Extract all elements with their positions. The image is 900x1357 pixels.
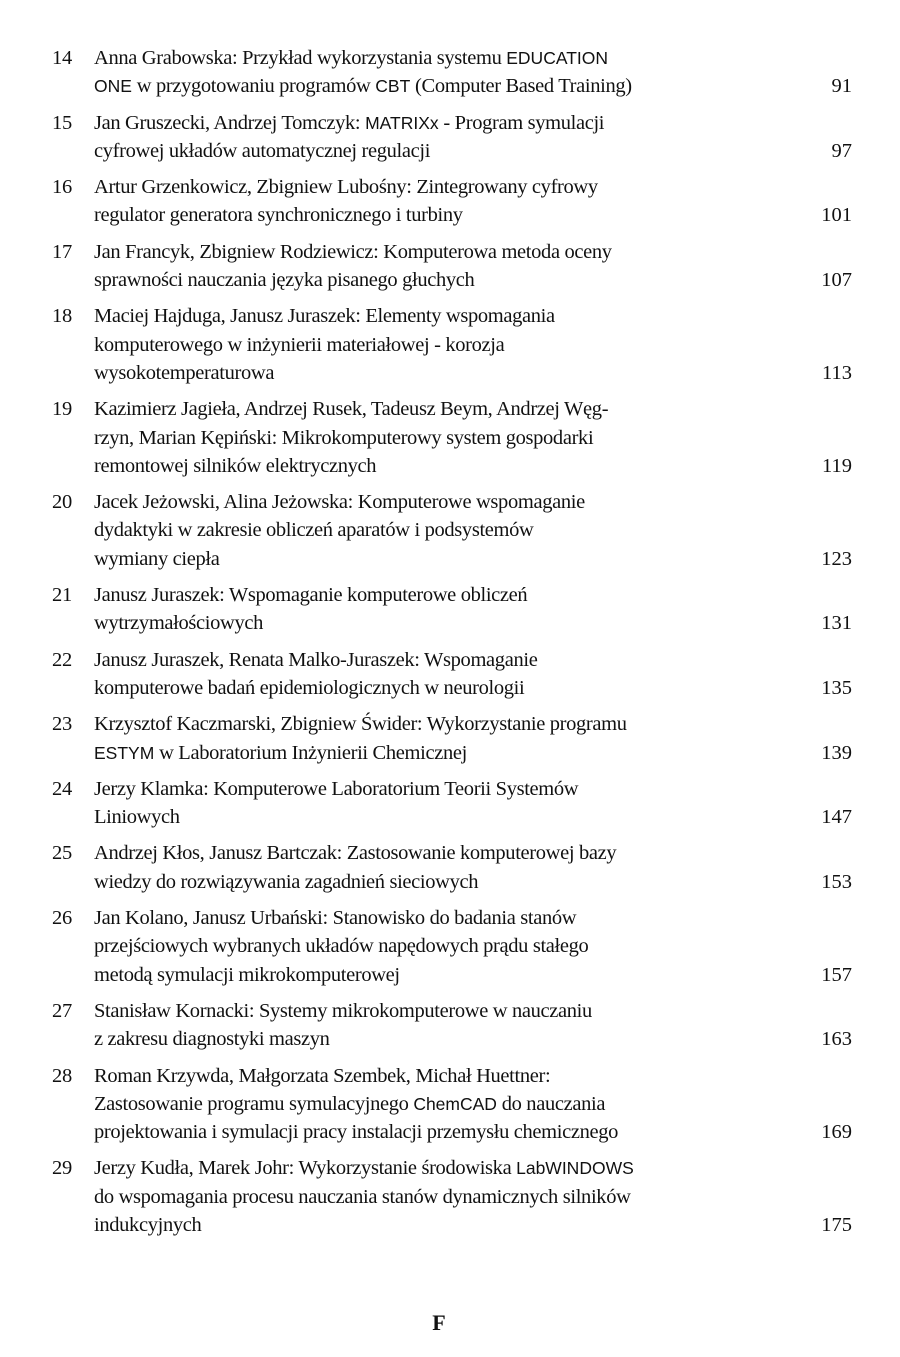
page-number: 97 <box>831 139 852 162</box>
entry-line <box>94 331 772 359</box>
text-segment: przejściowych wybranych układów napędowych prądu stałego <box>94 935 589 958</box>
entry-line <box>94 609 772 637</box>
page-number: 139 <box>821 741 852 764</box>
text-segment: rzyn, Marian Kępiński: Mikrokomputerowy system gospodarki <box>94 426 594 449</box>
page-number: 107 <box>821 269 852 292</box>
entry-line <box>94 44 772 72</box>
text-segment: Andrzej Kłos, Janusz Bartczak: Zastosowanie komputerowej bazy <box>94 842 617 865</box>
text-segment: Maciej Hajduga, Janusz Juraszek: Elementy wspomagania <box>94 305 555 328</box>
entry-title <box>94 775 852 832</box>
toc-entry <box>52 1062 852 1147</box>
toc-entry <box>52 775 852 832</box>
entry-line <box>94 266 772 294</box>
page-number: 135 <box>821 676 852 699</box>
toc-entry <box>52 488 852 573</box>
toc-entry <box>52 710 852 767</box>
entry-line <box>94 109 772 137</box>
entry-line <box>94 395 772 423</box>
text-segment: (Computer Based Training) <box>410 75 632 98</box>
text-segment: Jerzy Klamka: Komputerowe Laboratorium Teorii Systemów <box>94 777 579 800</box>
toc-entry <box>52 646 852 703</box>
text-segment: Jacek Jeżowski, Alina Jeżowska: Komputerowe wspomaganie <box>94 491 585 514</box>
entry-line <box>94 1062 772 1090</box>
toc-entry <box>52 44 852 101</box>
text-segment: Janusz Juraszek, Renata Malko-Juraszek: Wspomaganie <box>94 648 538 671</box>
entry-number: 29 <box>52 1157 72 1180</box>
text-segment: dydaktyki w zakresie obliczeń aparatów i podsystemów <box>94 519 534 542</box>
entry-title <box>94 488 852 573</box>
text-segment: remontowej silników elektrycznych <box>94 454 377 477</box>
entry-title <box>94 109 852 166</box>
entry-number: 23 <box>52 713 72 736</box>
entry-line <box>94 545 772 573</box>
toc-entry <box>52 302 852 387</box>
entry-title <box>94 646 852 703</box>
program-name: EDUCATION <box>506 48 609 68</box>
text-segment: projektowania i symulacji pracy instalacji przemysłu chemicznego <box>94 1121 619 1144</box>
text-segment: w przygotowaniu programów <box>131 75 376 98</box>
text-segment: w Laboratorium Inżynierii Chemicznej <box>154 741 467 764</box>
entry-number: 14 <box>52 47 72 69</box>
entry-line <box>94 904 772 932</box>
toc-entry <box>52 581 852 638</box>
toc-entry <box>52 839 852 896</box>
entry-line <box>94 775 772 803</box>
entry-number: 18 <box>52 305 72 328</box>
entry-number: 21 <box>52 584 72 607</box>
entry-line <box>94 238 772 266</box>
page-number: 113 <box>822 361 852 384</box>
entry-title <box>94 302 852 387</box>
entry-number: 15 <box>52 111 72 134</box>
text-segment: Krzysztof Kaczmarski, Zbigniew Świder: Wykorzystanie programu <box>94 713 627 736</box>
program-name: CBT <box>375 76 411 97</box>
entry-line <box>94 997 772 1025</box>
program-name: LabWINDOWS <box>516 1158 634 1179</box>
entry-line <box>94 581 772 609</box>
page-number: 101 <box>821 204 852 227</box>
entry-title <box>94 839 852 896</box>
text-segment: metodą symulacji mikrokomputerowej <box>94 963 400 986</box>
entry-line <box>94 803 772 831</box>
toc-entry <box>52 173 852 230</box>
text-segment: indukcyjnych <box>94 1213 202 1236</box>
entry-number: 26 <box>52 907 72 930</box>
text-segment: wiedzy do rozwiązywania zagadnień sieciowych <box>94 870 479 893</box>
entry-number: 27 <box>52 999 72 1022</box>
entry-line <box>94 173 772 201</box>
text-segment: - Program symulacji <box>438 111 605 134</box>
text-segment: regulator generatora synchronicznego i turbiny <box>94 204 463 227</box>
page-footer-letter: F <box>432 1310 446 1335</box>
page-number: 119 <box>822 454 852 477</box>
entry-number: 17 <box>52 240 72 263</box>
text-segment: Roman Krzywda, Małgorzata Szembek, Michał Huettner: <box>94 1064 551 1087</box>
entry-line <box>94 1154 772 1182</box>
text-segment: Stanisław Kornacki: Systemy mikrokomputerowe w nauczaniu <box>94 999 592 1022</box>
entry-line <box>94 1025 772 1053</box>
page-number: 131 <box>821 612 852 635</box>
entry-title <box>94 238 852 295</box>
program-name: MATRIXx <box>365 112 439 133</box>
toc-entry <box>52 238 852 295</box>
entry-line <box>94 516 772 544</box>
entry-number: 20 <box>52 491 72 514</box>
text-segment: Kazimierz Jagieła, Andrzej Rusek, Tadeusz Beym, Andrzej Węg- <box>94 398 609 421</box>
toc-entry <box>52 109 852 166</box>
program-name: ESTYM <box>94 742 155 763</box>
text-segment: do wspomagania procesu nauczania stanów dynamicznych silników <box>94 1185 631 1208</box>
toc-entry <box>52 904 852 989</box>
entry-number: 19 <box>52 398 72 421</box>
text-segment: komputerowego w inżynierii materiałowej - korozja <box>94 333 505 356</box>
entry-line <box>94 1090 772 1118</box>
entry-title <box>94 904 852 989</box>
entry-number: 28 <box>52 1064 72 1087</box>
toc-entry <box>52 1154 852 1239</box>
entry-title <box>94 44 852 101</box>
entry-number: 25 <box>52 842 72 865</box>
entry-title <box>94 710 852 767</box>
text-segment: wymiany ciepła <box>94 547 220 570</box>
entry-title <box>94 395 852 480</box>
page-number: 163 <box>821 1028 852 1051</box>
entry-line <box>94 739 772 767</box>
entry-title <box>94 581 852 638</box>
entry-line <box>94 868 772 896</box>
entry-number: 24 <box>52 777 72 800</box>
text-segment: komputerowe badań epidemiologicznych w neurologii <box>94 676 525 699</box>
entry-line <box>94 932 772 960</box>
text-segment: Anna Grabowska: Przykład wykorzystania systemu <box>94 47 507 69</box>
entry-line <box>94 302 772 330</box>
text-segment: Liniowych <box>94 806 180 829</box>
page-number: 91 <box>831 75 852 98</box>
entry-number: 22 <box>52 648 72 671</box>
text-segment: Zastosowanie programu symulacyjnego <box>94 1092 414 1115</box>
page-number: 169 <box>821 1121 852 1144</box>
entry-line <box>94 710 772 738</box>
entry-line <box>94 961 772 989</box>
text-segment: z zakresu diagnostyki maszyn <box>94 1028 330 1051</box>
entry-title <box>94 173 852 230</box>
entry-line <box>94 1211 772 1239</box>
entry-line <box>94 674 772 702</box>
entry-title <box>94 1062 852 1147</box>
page-number: 157 <box>821 963 852 986</box>
program-name: ONE <box>94 76 132 97</box>
entry-line <box>94 359 772 387</box>
text-segment: Jerzy Kudła, Marek Johr: Wykorzystanie środowiska <box>94 1157 517 1180</box>
toc-entry <box>52 997 852 1054</box>
entry-line <box>94 646 772 674</box>
page-number: 175 <box>821 1213 852 1236</box>
table-of-contents <box>52 44 852 1247</box>
entry-line <box>94 201 772 229</box>
page-number: 153 <box>821 870 852 893</box>
entry-line <box>94 488 772 516</box>
text-segment: wytrzymałościowych <box>94 612 264 635</box>
entry-line <box>94 839 772 867</box>
text-segment: wysokotemperaturowa <box>94 361 275 384</box>
text-segment: sprawności nauczania języka pisanego głuchych <box>94 269 475 292</box>
entry-line <box>94 1118 772 1146</box>
text-segment: Jan Gruszecki, Andrzej Tomczyk: <box>94 111 366 134</box>
entry-number: 16 <box>52 176 72 199</box>
text-segment: Artur Grzenkowicz, Zbigniew Lubośny: Zintegrowany cyfrowy <box>94 176 598 199</box>
entry-title <box>94 997 852 1054</box>
toc-entry <box>52 395 852 480</box>
entry-line <box>94 424 772 452</box>
entry-line <box>94 1183 772 1211</box>
entry-title <box>94 1154 852 1239</box>
program-name: ChemCAD <box>413 1093 497 1114</box>
text-segment: Jan Kolano, Janusz Urbański: Stanowisko do badania stanów <box>94 907 577 930</box>
entry-line <box>94 137 772 165</box>
entry-line <box>94 452 772 480</box>
entry-line <box>94 72 772 100</box>
text-segment: cyfrowej układów automatycznej regulacji <box>94 139 431 162</box>
page-number: 147 <box>821 806 852 829</box>
text-segment: Janusz Juraszek: Wspomaganie komputerowe obliczeń <box>94 584 528 607</box>
text-segment: Jan Francyk, Zbigniew Rodziewicz: Komputerowa metoda oceny <box>94 240 612 263</box>
page-number: 123 <box>821 547 852 570</box>
text-segment: do nauczania <box>496 1092 606 1115</box>
